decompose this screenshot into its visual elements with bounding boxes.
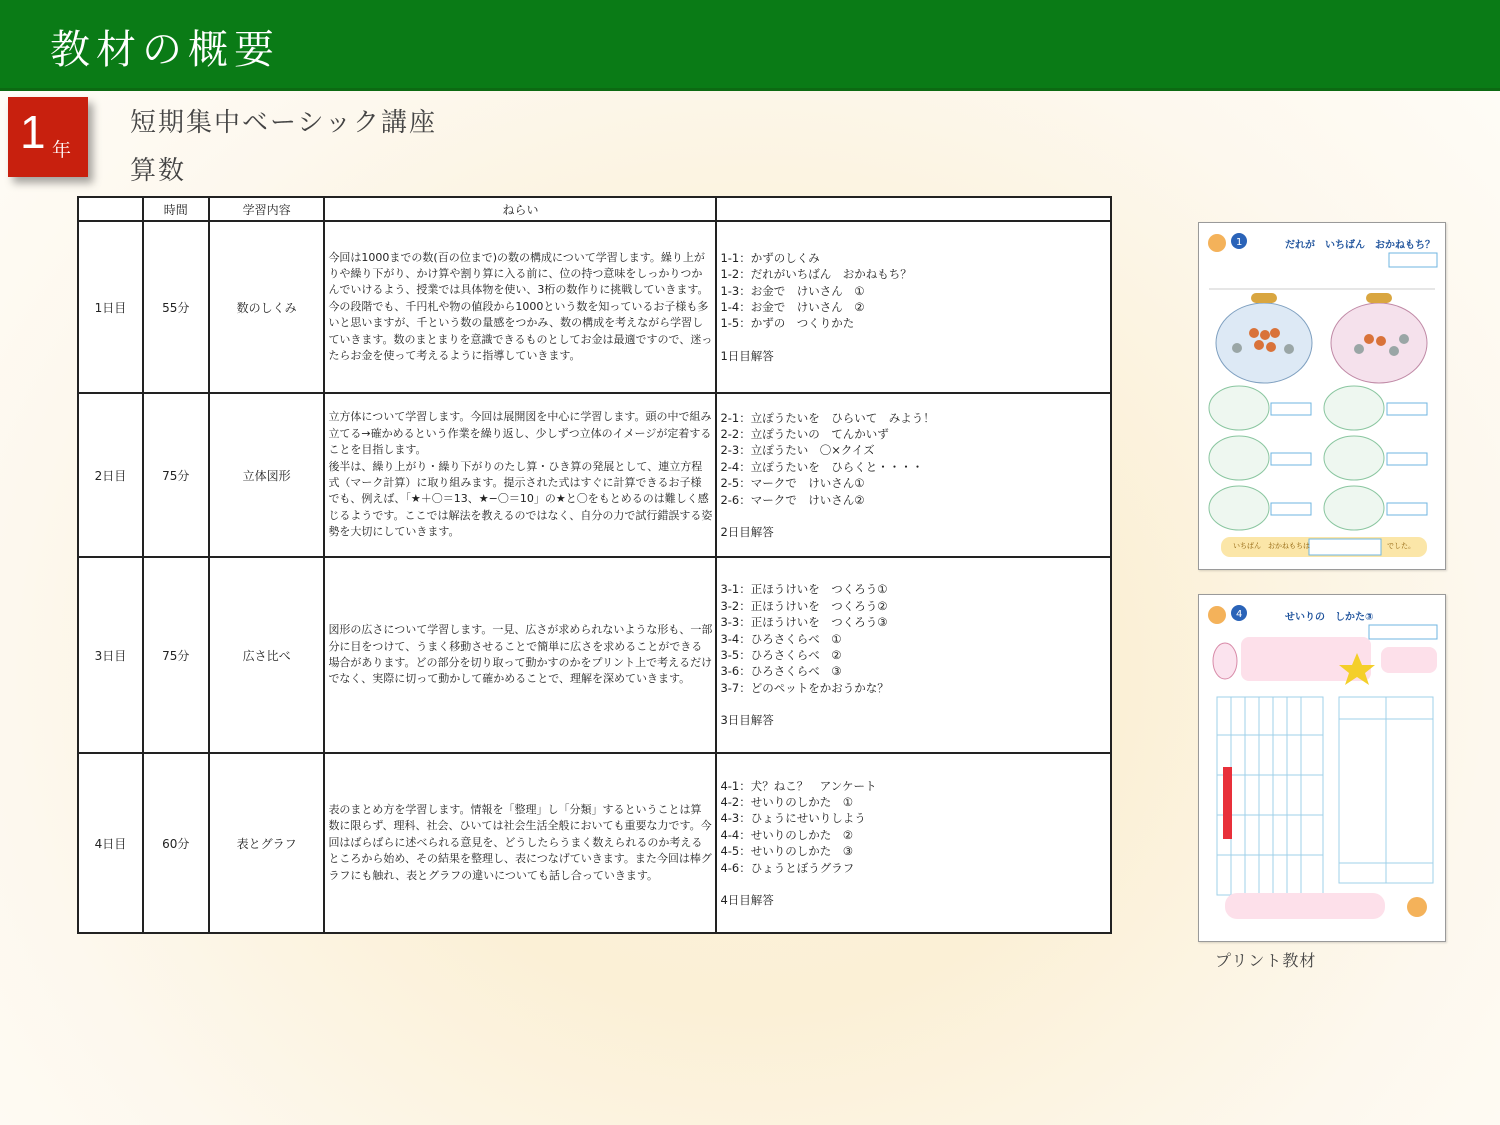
- worksheet-item: 4-5：せいりのしかた ③: [720, 844, 854, 859]
- worksheet-list-cell: [716, 557, 1111, 753]
- worksheet-item: 2-5：マークで けいさん①: [720, 476, 865, 491]
- mascot-icon: [1208, 606, 1226, 624]
- answer-sheet-item: 3日目解答: [720, 713, 774, 728]
- time-cell: 75分: [143, 557, 209, 753]
- worksheet-item: 4-6：ひょうとぼうグラフ: [720, 860, 855, 875]
- table-header-row: [78, 197, 1111, 221]
- sheet-2-unit-number: 4: [1236, 609, 1243, 620]
- table-row: [78, 557, 1111, 753]
- page-title: 教材の概要: [50, 27, 280, 73]
- table-row: [78, 753, 1111, 933]
- worksheet-list-cell: [716, 753, 1111, 933]
- curriculum-table: [77, 196, 1112, 934]
- header-cell-time: 時間: [143, 197, 209, 221]
- worksheet-item: 2-1：立ぽうたいを ひらいて みよう！: [720, 410, 935, 425]
- worksheet-item: 3-4：ひろさくらべ ①: [720, 631, 842, 646]
- sheet-1-answer-end: でした。: [1387, 542, 1415, 550]
- worksheet-item: 4-2：せいりのしかた ①: [720, 794, 854, 809]
- grade-unit: 年: [52, 139, 72, 161]
- worksheet-item: 1-1：かずのしくみ: [720, 250, 820, 265]
- sheet-1-answer-label: いちばん おかねもちは: [1233, 542, 1310, 550]
- worksheet-item: 4-3：ひょうにせいりしよう: [720, 811, 866, 826]
- print-sheet-2: [1198, 594, 1446, 942]
- aim-paragraph: 表のまとめ方を学習します。情報を「整理」し「分類」するということは算数に限らず、理科、社会、ひいては社会生活全般においても重要な力です。今回はばらばらに述べられる意見を、どうしたらうまく数えられるのか考えるところから始め、その結果を整理し、表につなげていきます。また今回は棒グラフにも触れ、表とグラフの違いについても話し合っていきます。: [328, 802, 712, 882]
- grade-badge: [8, 97, 88, 177]
- time-cell: 55分: [143, 221, 209, 393]
- worksheet-item: 2-4：立ぽうたいを ひらくと・・・・: [720, 459, 924, 474]
- worksheet-item: 4-4：せいりのしかた ②: [720, 827, 854, 842]
- answer-sheet-item: 4日目解答: [720, 893, 774, 908]
- worksheet-item: 3-2：正ほうけいを つくろう②: [720, 598, 888, 613]
- day-cell: 1日目: [78, 221, 143, 393]
- aim-paragraph: 図形の広さについて学習します。一見、広さが求められないような形も、一部分に目をつけて、うまく移動させることで簡単に広さを求めることができる場合があります。どの部分を切り取って動かすのかをプリント上で考えるだけでなく、実際に切って動かして確かめることで、理解を深めていきます。: [328, 623, 713, 686]
- time-cell: 75分: [143, 393, 209, 557]
- header-cell-items: [716, 197, 1111, 221]
- sheet-1-unit-number: 1: [1236, 237, 1243, 248]
- print-sheet-1: [1198, 222, 1446, 570]
- mascot-icon: [1208, 234, 1226, 252]
- subject-label: 算数: [130, 156, 187, 186]
- worksheet-item: 3-6：ひろさくらべ ③: [720, 664, 842, 679]
- topic-cell: 立体図形: [209, 393, 325, 557]
- time-cell: 60分: [143, 753, 209, 933]
- day-cell: 3日目: [78, 557, 143, 753]
- worksheet-item: 3-5：ひろさくらべ ②: [720, 648, 842, 662]
- answer-sheet-item: 2日目解答: [720, 525, 774, 540]
- answer-sheet-item: 1日目解答: [720, 348, 774, 363]
- print-sheet-2-illustration: [1199, 595, 1445, 941]
- worksheet-list-cell: [716, 393, 1111, 557]
- worksheet-item: 1-2：だれがいちばん おかねもち？: [720, 267, 912, 282]
- bar-chart-bar: [1223, 767, 1232, 839]
- sheet-2-title: せいりの しかた③: [1285, 612, 1374, 623]
- topic-cell: 表とグラフ: [209, 753, 325, 933]
- header-cell-day: [78, 197, 143, 221]
- worksheet-item: 1-5：かずの つくりかた: [720, 316, 855, 331]
- course-title: 短期集中ベーシック講座: [130, 108, 437, 138]
- worksheet-item: 2-2：立ぽうたいの てんかいず: [720, 426, 889, 441]
- aim-paragraph: 立方体について学習します。今回は展開図を中心に学習します。頭の中で組み立てる→確かめるという作業を繰り返し、少しずつ立体のイメージが定着することを目指します。: [328, 410, 712, 457]
- worksheet-item: 3-1：正ほうけいを つくろう①: [720, 582, 888, 597]
- aim-cell: [324, 753, 716, 933]
- aim-cell: [324, 557, 716, 753]
- day-cell: 2日目: [78, 393, 143, 557]
- print-sheet-1-illustration: [1199, 223, 1445, 569]
- aim-cell: [324, 221, 716, 393]
- day-cell: 4日目: [78, 753, 143, 933]
- header-bar: [0, 0, 1500, 91]
- sheet-1-title: だれが いちばん おかねもち？: [1285, 240, 1435, 251]
- table-row: [78, 221, 1111, 393]
- print-caption: プリント教材: [1215, 951, 1317, 970]
- topic-cell: 数のしくみ: [209, 221, 325, 393]
- topic-cell: 広さ比べ: [209, 557, 325, 753]
- header-cell-topic: 学習内容: [209, 197, 325, 221]
- aim-paragraph: 今回は1000までの数(百の位まで)の数の構成について学習します。繰り上がりや繰り下がり、かけ算や割り算に入る前に、位の持つ意味をしっかりつかんでいけるよう、授業では具体物を使い、3桁の数作りに挑戦していきます。今の段階でも、千円札や物の値段から1000という数を知っているお子様も多いと思いますが、千という数の量感をつかみ、数の構成を考えながら学習していきます。数のまとまりを意識できるものとしてお金は最適ですので、迷ったらお金を使って考えるように指導していきます。: [328, 250, 713, 363]
- aim-paragraph: 後半は、繰り上がり・繰り下がりのたし算・ひき算の発展として、連立方程式（マーク計算）に取り組みます。提示された式はすぐに計算できるお子様でも、例えば、「★＋〇＝13、★−〇＝10」の★と〇をもとめるのは難しく感じるようです。ここでは解法を教えるのではなく、自分の力で試行錯誤する姿勢を大切にしていきます。: [328, 459, 713, 539]
- worksheet-item: 1-3：お金で けいさん ①: [720, 283, 865, 298]
- grade-number: 1: [20, 106, 46, 158]
- worksheet-item: 1-4：お金で けいさん ②: [720, 300, 865, 314]
- worksheet-item: 2-3：立ぽうたい 〇×クイズ: [720, 443, 875, 458]
- worksheet-item: 3-7：どのペットをかおうかな？: [720, 680, 889, 695]
- worksheet-item: 3-3：正ほうけいを つくろう③: [720, 615, 888, 630]
- worksheet-item: 4-1：犬？ねこ？ アンケート: [720, 778, 877, 793]
- header-cell-aim: ねらい: [324, 197, 716, 221]
- worksheet-item: 2-6：マークで けいさん②: [720, 492, 865, 507]
- worksheet-list-cell: [716, 221, 1111, 393]
- table-row: [78, 393, 1111, 557]
- aim-cell: [324, 393, 716, 557]
